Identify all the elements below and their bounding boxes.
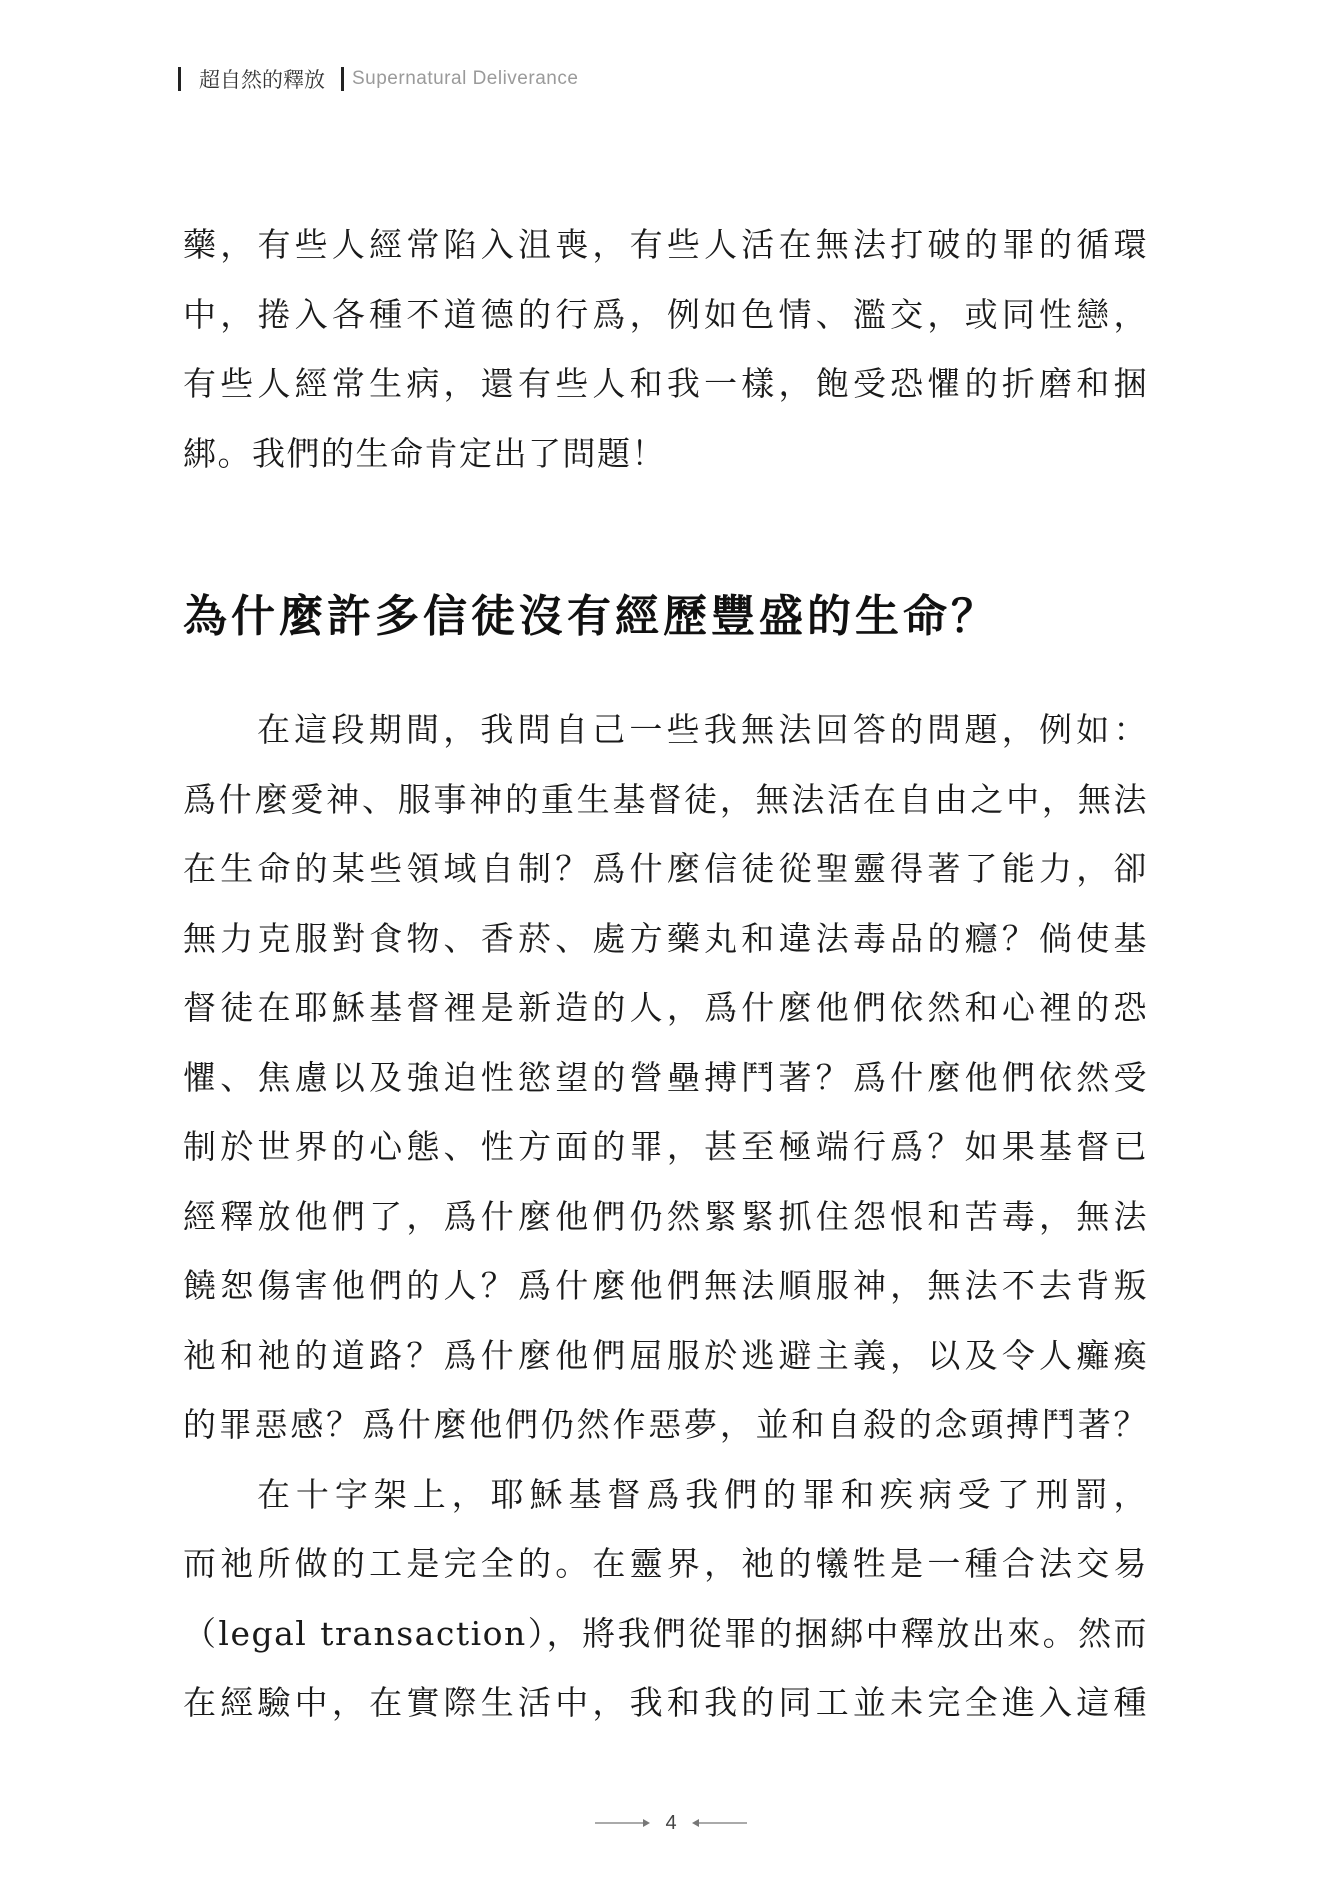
text-line: 祂和祂的道路？爲什麼他們屈服於逃避主義，以及令人癱瘓	[183, 1335, 1148, 1375]
text-line: 有些人經常生病，還有些人和我一樣，飽受恐懼的折磨和捆	[183, 364, 1148, 403]
text-line: 的罪惡感？爲什麼他們仍然作惡夢，並和自殺的念頭搏鬥著？	[183, 1405, 1148, 1444]
paragraph-1	[183, 210, 1148, 488]
text-line: （legal transaction），將我們從罪的捆綁中釋放出來。然而	[183, 1613, 1148, 1653]
text-line: 在十字架上，耶穌基督爲我們的罪和疾病受了刑罰，	[257, 1474, 1148, 1514]
text-line: 藥，有些人經常陷入沮喪，有些人活在無法打破的罪的循環	[183, 225, 1148, 264]
text-line: 綁。我們的生命肯定出了問題！	[183, 433, 666, 473]
running-header	[178, 64, 578, 94]
header-divider	[341, 67, 344, 91]
page-number: 4	[665, 1811, 677, 1834]
text-line: 懼、焦慮以及強迫性慾望的營壘搏鬥著？爲什麼他們依然受	[183, 1057, 1148, 1097]
text-line: 制於世界的心態、性方面的罪，甚至極端行爲？如果基督已	[183, 1127, 1148, 1166]
book-subtitle: Supernatural Deliverance	[352, 68, 579, 89]
text-line: 饒恕傷害他們的人？爲什麼他們無法順服神，無法不去背叛	[183, 1266, 1148, 1305]
text-line: 督徒在耶穌基督裡是新造的人，爲什麼他們依然和心裡的恐	[183, 988, 1148, 1027]
page-footer	[0, 1808, 1342, 1838]
text-line: 在生命的某些領域自制？爲什麼信徒從聖靈得著了能力，卻	[183, 849, 1148, 888]
text-line: 無力克服對食物、香菸、處方藥丸和違法毒品的癮？倘使基	[183, 918, 1148, 958]
paragraph-2	[183, 695, 1148, 1738]
right-ornament-icon	[691, 1816, 747, 1830]
section-heading: 為什麼許多信徒沒有經歷豐盛的生命？	[183, 591, 999, 642]
text-line: 在這段期間，我問自己一些我無法回答的問題，例如：	[257, 710, 1148, 749]
text-line: 經釋放他們了，爲什麼他們仍然緊緊抓住怨恨和苦毒，無法	[183, 1196, 1148, 1236]
header-bar	[178, 67, 181, 91]
book-title: 超自然的釋放	[199, 68, 325, 92]
text-line: 而祂所做的工是完全的。在靈界，祂的犧牲是一種合法交易	[183, 1544, 1148, 1583]
left-ornament-icon	[595, 1816, 651, 1830]
text-line: 中，捲入各種不道德的行爲，例如色情、濫交，或同性戀，	[183, 294, 1148, 334]
text-line: 爲什麼愛神、服事神的重生基督徒，無法活在自由之中，無法	[183, 779, 1148, 819]
text-line: 在經驗中，在實際生活中，我和我的同工並未完全進入這種	[183, 1683, 1148, 1722]
